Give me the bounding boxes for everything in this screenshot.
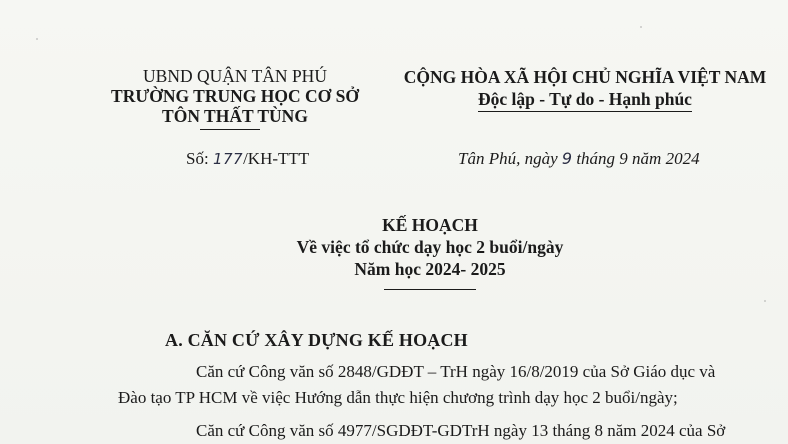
scan-speck <box>640 26 642 28</box>
paragraph-2-line-1: Căn cứ Công văn số 4977/SGDĐT-GDTrH ngày 13 tháng 8 năm 2024 của Sở <box>196 421 726 440</box>
document-date-prefix: Tân Phú, ngày <box>458 149 562 168</box>
document-date <box>458 149 700 169</box>
national-title: CỘNG HÒA XÃ HỘI CHỦ NGHĨA VIỆT NAM <box>403 67 767 87</box>
plan-title: KẾ HOẠCH <box>382 215 478 235</box>
authority-underline <box>200 129 260 130</box>
plan-school-year: Năm học 2024- 2025 <box>354 259 506 279</box>
paragraph-1-line-2: Đào tạo TP HCM về việc Hướng dẫn thực hiện chương trình dạy học 2 buổi/ngày; <box>118 388 678 407</box>
national-motto: Độc lập - Tự do - Hạnh phúc <box>478 88 692 112</box>
document-date-suffix: tháng 9 năm 2024 <box>572 149 700 168</box>
scan-speck <box>36 38 38 40</box>
document-number-prefix: Số: <box>186 149 213 168</box>
national-header-block <box>392 66 778 112</box>
issuing-authority-block <box>100 66 370 126</box>
school-name-line1: TRƯỜNG TRUNG HỌC CƠ SỞ <box>111 86 359 106</box>
authority-district: UBND QUẬN TÂN PHÚ <box>143 66 327 86</box>
document-date-day-handwritten: 9 <box>561 149 573 168</box>
document-number-handwritten: 177 <box>212 150 244 168</box>
paragraph-1-line-1: Căn cứ Công văn số 2848/GDĐT – TrH ngày 16/8/2019 của Sở Giáo dục và <box>196 362 716 381</box>
document-number <box>186 149 309 169</box>
scan-speck <box>764 300 766 302</box>
title-underline <box>384 289 476 290</box>
section-a-heading: A. CĂN CỨ XÂY DỰNG KẾ HOẠCH <box>165 330 468 350</box>
plan-title-block <box>220 214 640 280</box>
plan-subject: Về việc tổ chức dạy học 2 buổi/ngày <box>296 237 564 257</box>
school-name-line2: TÔN THẤT TÙNG <box>162 106 308 126</box>
document-number-suffix: /KH-TTT <box>243 149 310 168</box>
